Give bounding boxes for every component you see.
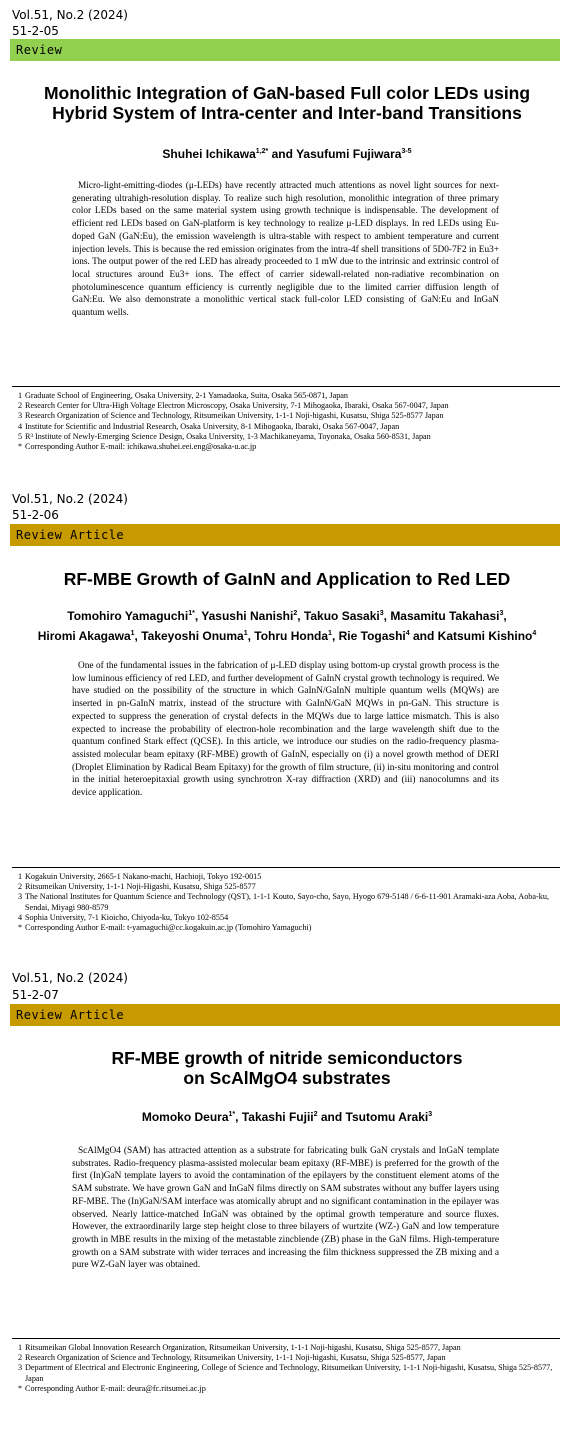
author-name: Katsumi Kishino [437, 629, 533, 643]
article-title [20, 83, 554, 123]
author-separator: , [297, 609, 304, 623]
affiliation-item: 2 Research Organization of Science and Technology, Ritsumeikan University, 1-1-1 Noji-higashi, Kusatsu, Shiga 525-8577, Japan [18, 1353, 446, 1363]
title-line: RF-MBE growth of nitride semiconductors [111, 1048, 463, 1068]
author-affiliation-marker: 4 [405, 630, 410, 637]
affiliation-item: 5 R³ Institute of Newly-Emerging Science Design, Osaka University, 1-3 Machikaneyama, Toyonaka, Osaka 560-8531, Japan [18, 431, 431, 441]
affiliation-item: 2 Research Center for Ultra-High Voltage Electron Microscopy, Osaka University, 7-1 Mihogaoka, Ibaraki, Osaka 567-0047, Japan [18, 401, 449, 411]
affiliation-item: 4 Institute for Scientific and Industrial Research, Osaka University, 8-1 Mihogaoka, Ibaraki, Osaka 567-0047, Japan [18, 421, 400, 431]
author-name: Tomohiro Yamaguchi [67, 609, 189, 623]
author-name: Takeyoshi Onuma [141, 629, 244, 643]
author-affiliation-marker: 1* [228, 1111, 236, 1118]
abstract: One of the fundamental issues in the fabrication of μ-LED display using bottom-up crystal growth process is the low luminous efficiency of red LED, and further development of GaInN crystal growth technology is required. We have studied on the possibility of the structure in which GaInN/GaInN multiple quantum wells (MQWs) are inserted in pn-GaInN matrix, instead of the structure with GaInN/GaN MQWs in pn-GaN. This structure is expected to suppress the generation of crystal defects in the MQWs due to large lattice mismatch. This is also expected to increase the probability of electron-hole recombination and the large wavelength shift due to the quantum confined Stark effect (QCSE). In this article, we introduce our studies on the radio-frequency plasma-assisted molecular beam epitaxy (RF-MBE) growth of GaInN, especially on (i) a novel growth method of DERI (Droplet Elimination by Radical Beam Epitaxy) for the growth of film structure, (ii) in-situ monitoring and control in the initial heteroepitaxial growth using synchrotron X-ray diffraction (XRD) and (iii) nanocolumns and its device application. [72, 661, 499, 799]
author-affiliation-marker: 2 [293, 610, 298, 617]
author-affiliation-marker: 4 [532, 630, 537, 637]
author-affiliation-marker: 1 [328, 630, 332, 637]
affiliation-list [18, 1343, 560, 1394]
author-name: Masamitu Takahasi [390, 609, 500, 623]
author-name: Momoko Deura [141, 1110, 229, 1124]
author-separator: , [194, 609, 202, 623]
category-band: Review [10, 39, 560, 61]
affiliation-item: 1 Ritsumeikan Global Innovation Research Organization, Ritsumeikan University, 1-1-1 Noji-higashi, Kusatsu, Shiga 525-8577, Japan [18, 1343, 461, 1352]
abstract: Micro-light-emitting-diodes (μ-LEDs) have recently attracted much attentions as novel light sources for next-generating ultrahigh-resolution display. To realize such high resolution, monolithic integration of three primary color LEDs based on the same material system using growth technique is indispensable. The development of efficient red LEDs based on GaN-platform is key technology to realize μ-LED displays. In red LEDs using Eu-doped GaN (GaN:Eu), the emission wavelength is ultra-stable with respect to ambient temperature and current injection levels. This is because the red emission originates from the intra-4f shell transitions of 5D0-7F2 in Eu3+ ions. The output power of the red LED has already proceeded to 1 mW due to the intrinsic and extrinsic control of local structures around Eu3+ ions. The effect of carrier sidewall-related non-radiative recombination on photoluminescence quantum efficiency is currently negligible due to the limited carrier diffusion length of GaN:Eu. We also demonstrate a monolithic vertical stack full-color LED consisting of GaN:Eu and InGaN quantum wells. [72, 181, 499, 319]
author-list [12, 143, 562, 163]
affiliation-item: 1 Graduate School of Engineering, Osaka University, 2-1 Yamadaoka, Suita, Osaka 565-0871, Japan [18, 391, 349, 400]
category-band: Review Article [10, 524, 560, 546]
author-affiliation-marker: 3 [499, 610, 504, 617]
article-code: 51-2-06 [12, 508, 59, 522]
author-name: Yasushi Nanishi [201, 609, 294, 623]
author-separator: , [331, 629, 339, 643]
author-separator: and [317, 1110, 346, 1124]
separator-rule [12, 867, 560, 868]
author-name: Yasufumi Fujiwara [296, 147, 402, 161]
title-line: Hybrid System of Intra-center and Inter-band Transitions [52, 103, 522, 123]
author-separator: and [409, 629, 438, 643]
article-code: 51-2-05 [12, 24, 59, 38]
category-band: Review Article [10, 1004, 560, 1026]
author-affiliation-marker: 1 [243, 630, 248, 637]
author-affiliation-marker: 3 [379, 610, 384, 617]
author-separator: and [268, 147, 297, 161]
author-name: Takuo Sasaki [303, 609, 380, 623]
author-name: Tohru Honda [254, 629, 329, 643]
affiliation-item: 3 The National Institutes for Quantum Science and Technology (QST), 1-1-1 Kouto, Sayo-cho, Sayo, Hyogo 679-5148 / 6-6-11-901 Aramaki-aza Aoba, Aoba-ku, Sendai, Miyagi 980-8579 [18, 892, 549, 912]
author-affiliation-marker: 3-5 [401, 148, 412, 155]
affiliation-item: 4 Sophia University, 7-1 Kioicho, Chiyoda-ku, Tokyo 102-8554 [18, 912, 229, 922]
separator-rule [12, 1338, 560, 1339]
affiliation-list [18, 391, 560, 452]
author-separator: , [383, 609, 391, 623]
affiliation-item: 3 Department of Electrical and Electronic Engineering, College of Science and Technology, Ritsumeikan University, 1-1-1 Noji-higashi, Kusatsu, Shiga 525-8577, Japan [18, 1363, 553, 1383]
author-list [12, 605, 562, 645]
volume-label: Vol.51, No.2 (2024) [12, 8, 128, 22]
author-separator: , [247, 629, 255, 643]
author-separator: , [134, 629, 142, 643]
corresponding-author: * Corresponding Author E-mail: ichikawa.shuhei.eei.eng@osaka-u.ac.jp [18, 442, 257, 452]
separator-rule [12, 386, 560, 387]
author-name: Takashi Fujii [241, 1110, 314, 1124]
author-line [12, 625, 562, 645]
author-affiliation-marker: 1* [188, 610, 195, 617]
author-affiliation-marker: 1,2* [255, 148, 269, 155]
author-affiliation-marker: 3 [428, 1111, 433, 1118]
author-name: Tsutomu Araki [345, 1110, 429, 1124]
affiliation-list [18, 872, 560, 933]
author-affiliation-marker: 2 [313, 1111, 318, 1118]
article-title [20, 569, 554, 589]
affiliation-item: 2 Ritsumeikan University, 1-1-1 Noji-Higashi, Kusatsu, Shiga 525-8577 [18, 882, 256, 892]
author-affiliation-marker: 1 [130, 630, 135, 637]
article-title [20, 1048, 554, 1088]
abstract: ScAlMgO4 (SAM) has attracted attention as a substrate for fabricating bulk GaN crystals and InGaN template substrates. Radio-frequency plasma-assisted molecular beam epitaxy (RF-MBE) is preferred for the growth of the first (In)GaN template layers to avoid the contamination of the epilayers by the constituent element atoms of the SAM substrate. We have grown GaN and InGaN films directly on SAM substrates without any buffer layers using RF-MBE. The (In)GaN/SAM interface was atomically abrupt and no significant contamination in the epilayer was observed. Nearly lattice-matched InGaN was obtained by the optimal growth temperature and source fluxes. However, the extraordinarily large step height close to three bilayers of wurtzite (WZ-) GaN and low temperature growth in MBE results in the mixing of the metastable zincblende (ZB) phase in the GaN films. High-temperature growth on a SAM substrate with wider terraces and increasing the film thickness suppressed the ZB mixing and a pure WZ-GaN layer was obtained. [72, 1146, 499, 1271]
author-name: Hiromi Akagawa [37, 629, 131, 643]
author-line [12, 605, 562, 625]
title-line: Monolithic Integration of GaN-based Full color LEDs using [43, 83, 531, 103]
author-separator: , [235, 1110, 242, 1124]
volume-label: Vol.51, No.2 (2024) [12, 971, 128, 985]
article-code: 51-2-07 [12, 988, 59, 1002]
corresponding-author: * Corresponding Author E-mail: deura@fc.ritsumei.ac.jp [18, 1383, 206, 1393]
affiliation-item: 1 Kogakuin University, 2665-1 Nakano-machi, Hachioji, Tokyo 192-0015 [18, 872, 262, 881]
author-list [12, 1106, 562, 1126]
volume-label: Vol.51, No.2 (2024) [12, 492, 128, 506]
author-name: Shuhei Ichikawa [162, 147, 256, 161]
author-separator: , [503, 609, 507, 623]
title-line: on ScAlMgO4 substrates [183, 1068, 391, 1088]
corresponding-author: * Corresponding Author E-mail: t-yamaguchi@cc.kogakuin.ac.jp (Tomohiro Yamaguchi) [18, 923, 312, 933]
affiliation-item: 3 Research Organization of Science and Technology, Ritsumeikan University, 1-1-1 Noji-higashi, Kusatsu, Shiga 525-8577 Japan [18, 411, 444, 421]
author-name: Rie Togashi [338, 629, 406, 643]
title-line: RF-MBE Growth of GaInN and Application to Red LED [63, 569, 511, 589]
